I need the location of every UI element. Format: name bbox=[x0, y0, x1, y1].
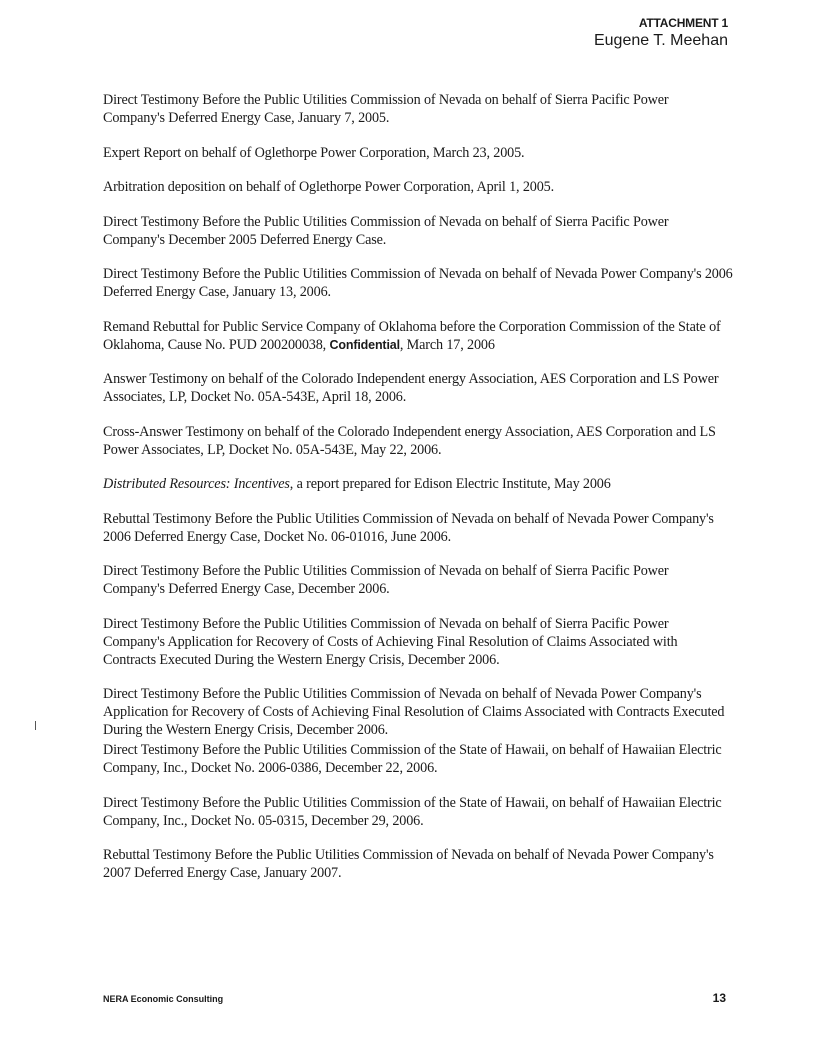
list-item: Direct Testimony Before the Public Utilities Commission of the State of Hawaii, on behalf of Hawaiian Electric Company, Inc., Docket No. 2006-0386, December 22, 2006. bbox=[103, 742, 722, 776]
author-name: Eugene T. Meehan bbox=[593, 32, 728, 49]
list-item: Answer Testimony on behalf of the Colorado Independent energy Association, AES Corporation and LS Power Associates, LP, Docket No. 05A-543E, April 18, 2006. bbox=[103, 371, 719, 405]
testimony-list bbox=[103, 91, 733, 899]
list-item: Direct Testimony Before the Public Utilities Commission of Nevada on behalf of Nevada Power Company's Application for Recovery of Costs of Achieving Final Resolution of Claims Associated with Contracts Executed During the Western Energy Crisis, December 2006. bbox=[103, 686, 725, 738]
list-item: Direct Testimony Before the Public Utilities Commission of the State of Hawaii, on behalf of Hawaiian Electric Company, Inc., Docket No. 05-0315, December 29, 2006. bbox=[103, 794, 722, 829]
page-number: 13 bbox=[712, 991, 726, 1005]
entry-text: Remand Rebuttal for Public Service Company of Oklahoma before the Corporation Commission of the State of Oklahoma, Cause No. PUD 200200038, bbox=[103, 318, 721, 353]
confidential-label: Confidential bbox=[329, 337, 400, 352]
list-item: Direct Testimony Before the Public Utilities Commission of Nevada on behalf of Sierra Pacific Power Company's December 2005 Deferred Energy Case. bbox=[103, 213, 669, 248]
footer-company: NERA Economic Consulting bbox=[103, 994, 224, 1004]
list-item: Direct Testimony Before the Public Utilities Commission of Nevada on behalf of Sierra Pacific Power Company's Deferred Energy Case, December 2006. bbox=[103, 563, 669, 597]
entry-text: , March 17, 2006 bbox=[399, 336, 495, 353]
list-item: Rebuttal Testimony Before the Public Utilities Commission of Nevada on behalf of Nevada Power Company's 2006 Deferred Energy Case, Docket No. 06-01016, June 2006. bbox=[103, 510, 714, 545]
list-item: Direct Testimony Before the Public Utilities Commission of Nevada on behalf of Sierra Pacific Power Company's Application for Recovery of Costs of Achieving Final Resolution of Claims Associated with Contracts Executed During the Western Energy Crisis, December 2006. bbox=[103, 615, 678, 668]
list-item: Arbitration deposition on behalf of Oglethorpe Power Corporation, April 1, 2005. bbox=[103, 179, 554, 195]
entry-text: , a report prepared for Edison Electric Institute, May 2006 bbox=[289, 476, 611, 492]
report-title: Distributed Resources: Incentives bbox=[103, 476, 290, 492]
list-item: Expert Report on behalf of Oglethorpe Power Corporation, March 23, 2005. bbox=[103, 144, 525, 161]
list-item: Rebuttal Testimony Before the Public Utilities Commission of Nevada on behalf of Nevada Power Company's 2007 Deferred Energy Case, January 2007. bbox=[103, 847, 714, 881]
change-bar bbox=[35, 721, 36, 730]
list-item: Direct Testimony Before the Public Utilities Commission of Nevada on behalf of Sierra Pacific Power Company's Deferred Energy Case, January 7, 2005. bbox=[103, 92, 669, 126]
list-item bbox=[103, 318, 733, 354]
page-header bbox=[594, 16, 728, 50]
list-item: Cross-Answer Testimony on behalf of the Colorado Independent energy Association, AES Corporation and LS Power Associates, LP, Docket No. 05A-543E, May 22, 2006. bbox=[103, 423, 716, 458]
attachment-label: ATTACHMENT 1 bbox=[638, 16, 728, 30]
list-item: Direct Testimony Before the Public Utilities Commission of Nevada on behalf of Nevada Power Company's 2006 Deferred Energy Case, January 13, 2006. bbox=[103, 266, 733, 300]
list-item bbox=[103, 475, 733, 493]
